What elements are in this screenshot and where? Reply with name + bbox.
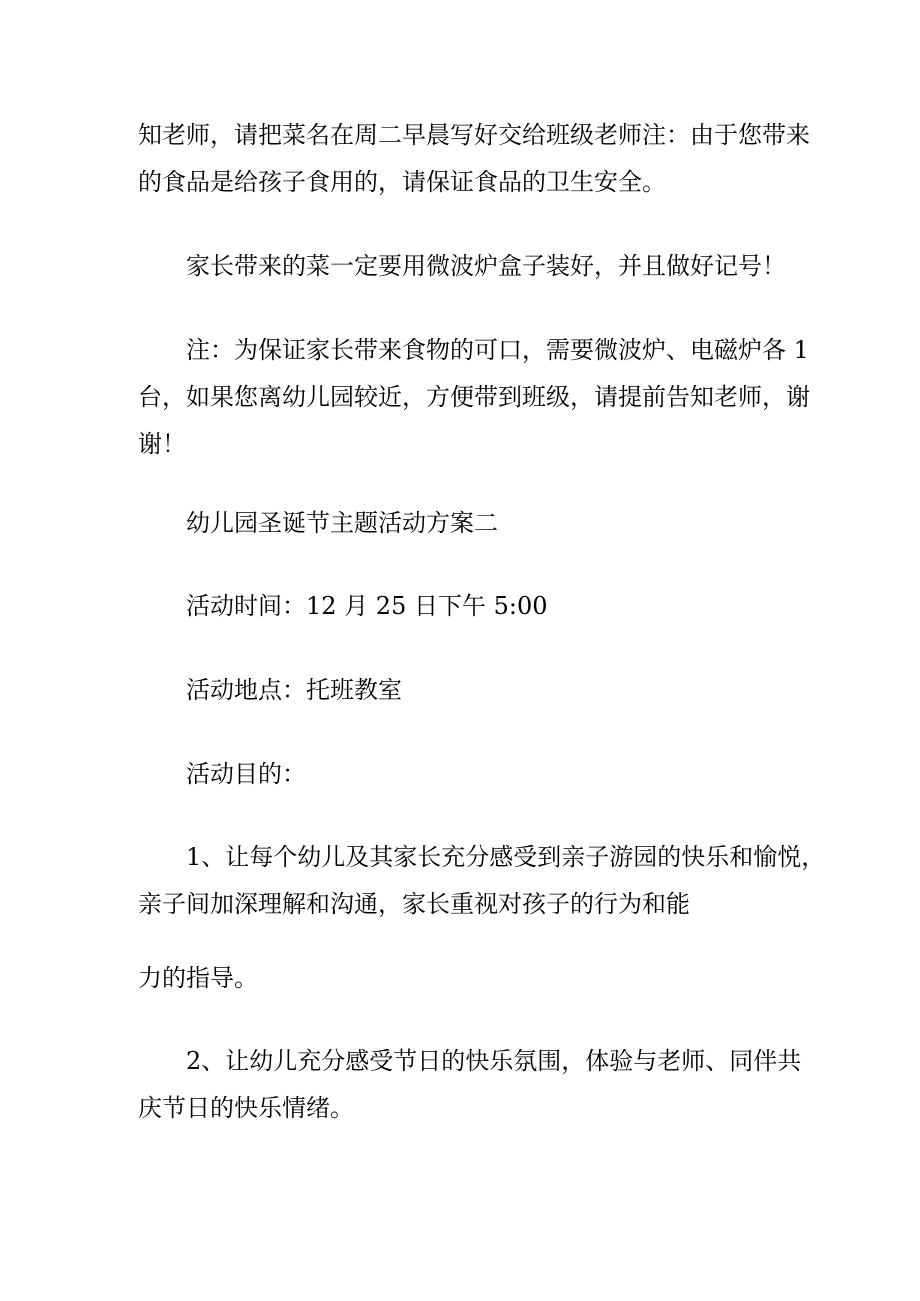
text-line: 力的指导。 — [138, 964, 258, 992]
activity-time — [138, 583, 788, 630]
text-line: 1、让每个幼儿及其家长充分感受到亲子游园的快乐和愉悦， — [186, 843, 826, 871]
text-line: 幼儿园圣诞节主题活动方案二 — [186, 509, 498, 537]
text-line: 庆节日的快乐情绪。 — [138, 1094, 354, 1122]
goal-item-1 — [138, 834, 826, 928]
activity-location — [138, 667, 788, 714]
text-line: 的食品是给孩子食用的，请保证食品的卫生安全。 — [138, 168, 666, 196]
activity-goals-heading — [138, 751, 788, 798]
text-line: 家长带来的菜一定要用微波炉盒子装好，并且做好记号！ — [186, 252, 786, 280]
paragraph-appliance-note — [138, 327, 810, 468]
paragraph-parent-notice-continued — [138, 112, 810, 206]
text-line: 活动地点：托班教室 — [186, 676, 402, 704]
goal-item-2 — [138, 1038, 802, 1132]
paragraph-container-reminder — [138, 243, 788, 290]
text-line: 注：为保证家长带来食物的可口，需要微波炉、电磁炉各 1 — [186, 336, 809, 364]
text-line: 台，如果您离幼儿园较近，方便带到班级，请提前告知老师，谢 — [138, 383, 810, 411]
text-line: 亲子间加深理解和沟通，家长重视对孩子的行为和能 — [138, 890, 690, 918]
text-line: 知老师，请把菜名在周二早晨写好交给班级老师注：由于您带来 — [138, 121, 810, 149]
section-heading — [138, 500, 788, 547]
text-line: 2、让幼儿充分感受节日的快乐氛围，体验与老师、同伴共 — [186, 1047, 802, 1075]
goal-item-1-continued — [138, 955, 788, 1002]
text-line: 活动目的： — [186, 760, 306, 788]
text-line: 活动时间：12 月 25 日下午 5:00 — [186, 592, 548, 620]
text-line: 谢！ — [138, 430, 186, 458]
